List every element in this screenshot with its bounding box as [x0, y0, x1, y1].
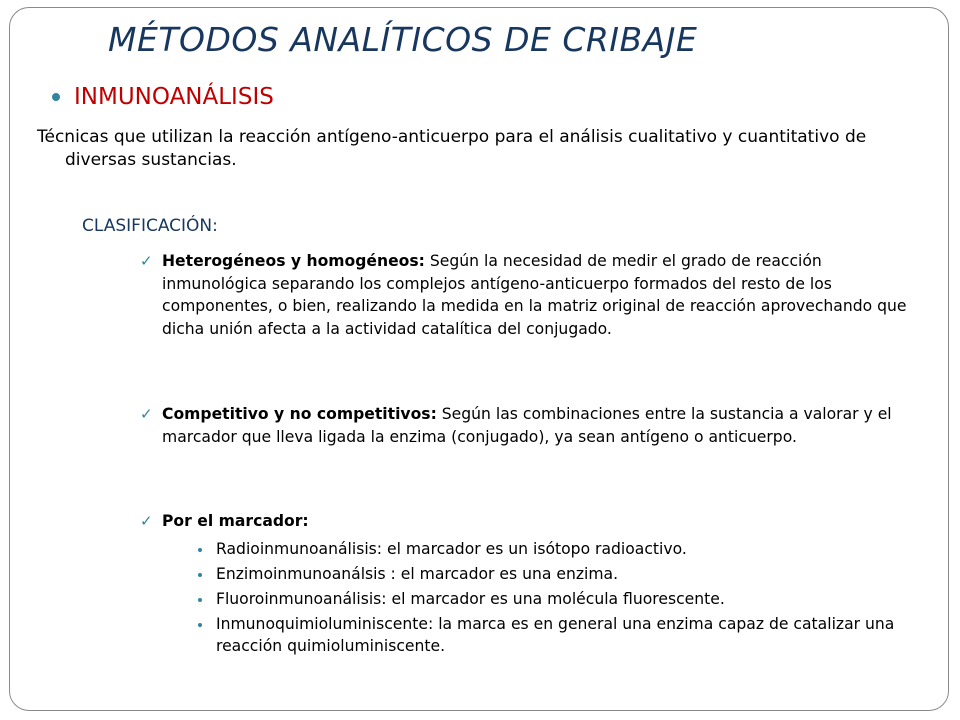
bullet-icon — [198, 573, 202, 577]
list-item: Enzimoinmunoanálsis : el marcador es una enzima. — [196, 563, 926, 585]
list-item: Radioinmunoanálisis: el marcador es un isótopo radioactivo. — [196, 538, 926, 560]
bullet-icon — [198, 548, 202, 552]
check-item-marker — [140, 510, 910, 533]
marker-types-list — [196, 538, 926, 660]
checkmark-icon: ✓ — [140, 405, 153, 423]
bullet-icon — [198, 598, 202, 602]
check-item-competitive — [140, 403, 910, 448]
section-heading-label: INMUNOANÁLISIS — [74, 84, 274, 110]
check-item-heterogeneous — [140, 250, 910, 340]
check-item-text: Según las combinaciones entre la sustancia a valorar y el marcador que lleva ligada la enzima (conjugado), ya sean antígeno o anticuerpo. — [162, 405, 892, 446]
list-item: Inmunoquimioluminiscente: la marca es en general una enzima capaz de catalizar una reacción quimioluminiscente. — [196, 613, 926, 657]
list-item: Fluoroinmunoanálisis: el marcador es una molécula fluorescente. — [196, 588, 926, 610]
check-item-term: Heterogéneos y homogéneos: — [162, 252, 425, 270]
bullet-icon — [198, 623, 202, 627]
bullet-icon — [52, 93, 60, 101]
section-heading — [52, 84, 274, 110]
checkmark-icon: ✓ — [140, 252, 153, 270]
checkmark-icon: ✓ — [140, 512, 153, 530]
slide-title: MÉTODOS ANALÍTICOS DE CRIBAJE — [108, 20, 698, 59]
classification-label: CLASIFICACIÓN: — [82, 216, 218, 236]
check-item-term: Por el marcador: — [162, 512, 309, 530]
check-item-text: Según la necesidad de medir el grado de reacción inmunológica separando los complejos antígeno-anticuerpo formados del resto de los componentes, o bien, realizando la medida en la matriz original de reacción aprovechando que dicha unión afecta a la actividad catalítica del conjugado. — [162, 252, 907, 338]
check-item-term: Competitivo y no competitivos: — [162, 405, 437, 423]
intro-paragraph: Técnicas que utilizan la reacción antígeno-anticuerpo para el análisis cualitativo y cuantitativo de diversas sustancias. — [37, 127, 867, 170]
